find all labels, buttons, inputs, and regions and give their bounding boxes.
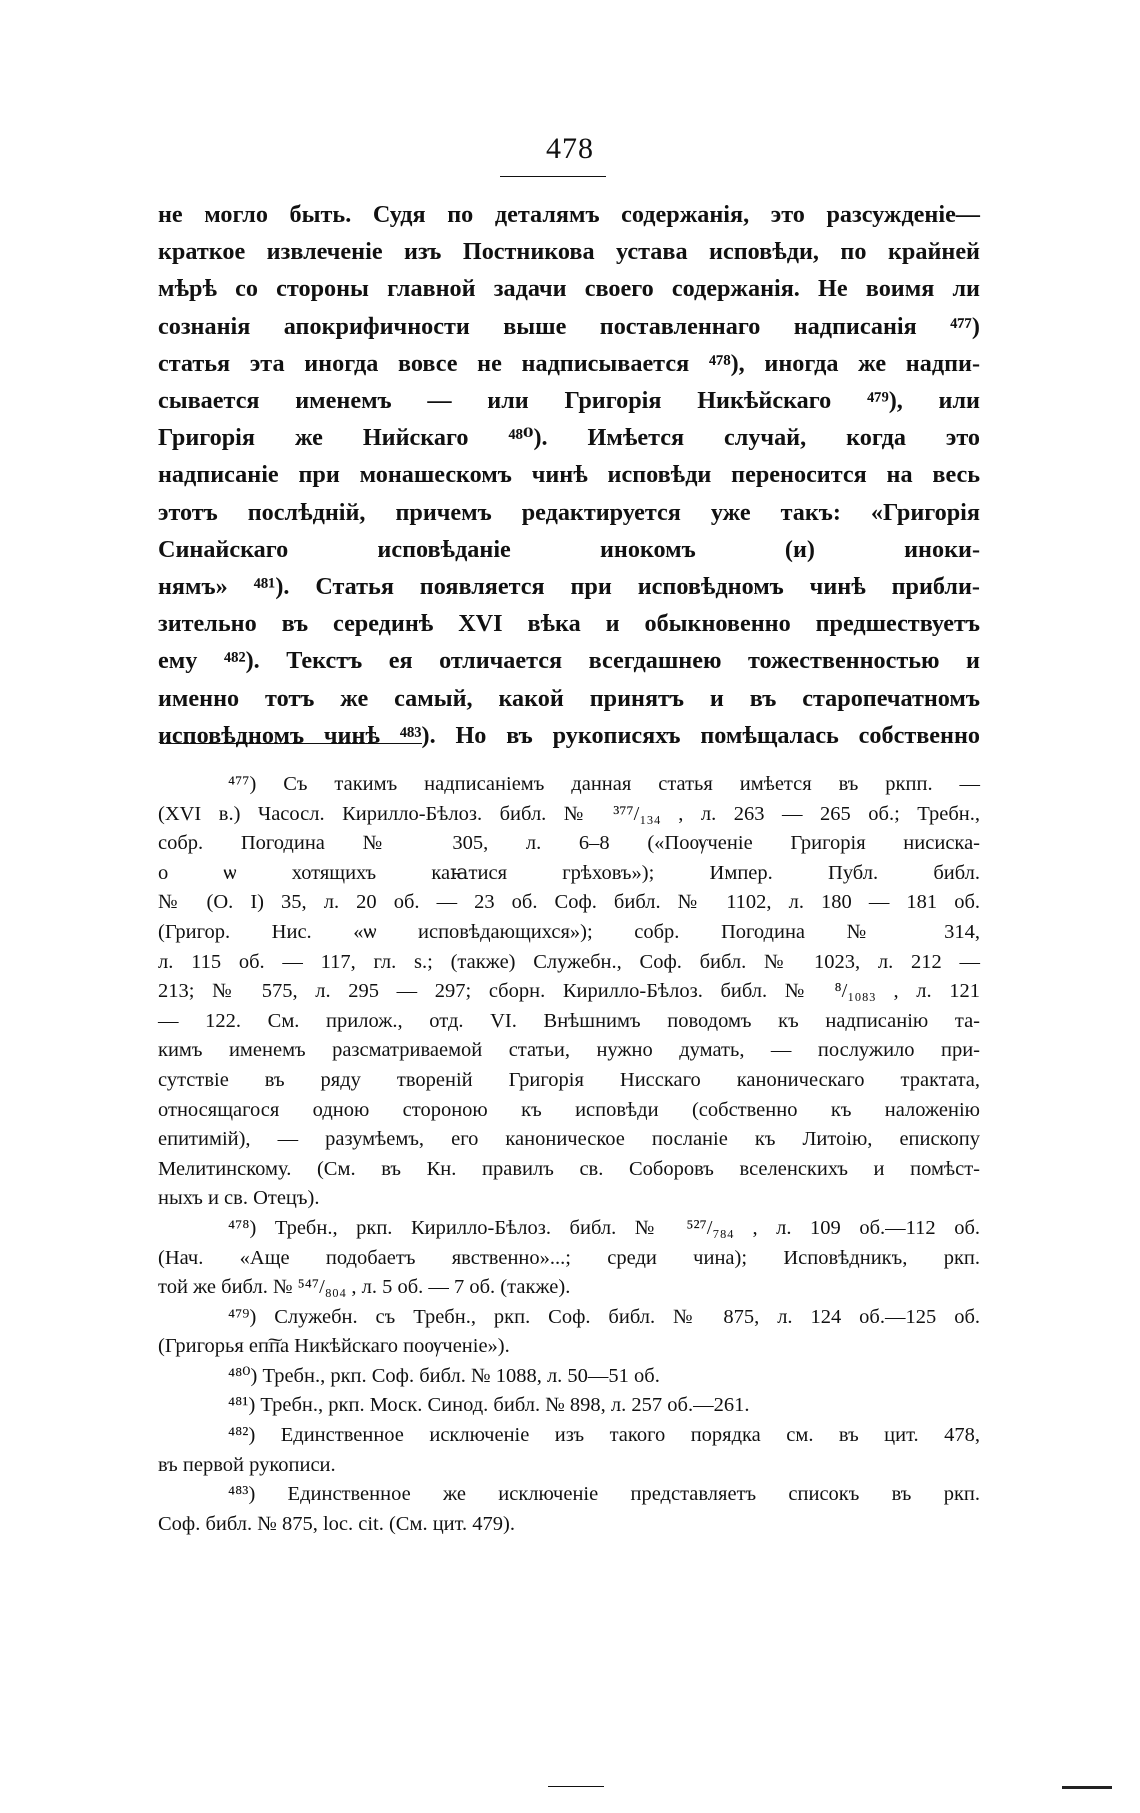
main-text-line: нямъ» ⁴⁸¹). Статья появляется при исповѣдномъ чинѣ прибли- [158, 573, 980, 601]
footnote-line: относящагося одною стороною къ исповѣди (собственно къ наложенію [158, 1098, 980, 1121]
footnote-line: сутствіе въ ряду твореній Григорія Нисскаго каноническаго трактата, [158, 1068, 980, 1091]
corner-mark [1062, 1786, 1112, 1789]
footnote-line: ⁴⁸²) Единственное исключеніе изъ такого порядка см. въ цит. 478, [228, 1424, 980, 1447]
footnote-line: л. 115 об. — 117, гл. ѕ.; (также) Служебн., Соф. библ. № 1023, л. 212 — [158, 950, 980, 973]
footnote-line: епитимій), — разумѣемъ, его каноническое посланіе къ Литоію, епископу [158, 1128, 980, 1151]
footnote-separator [160, 743, 422, 744]
main-text-line: ему ⁴⁸²). Текстъ ея отличается всегдашнею тожественностью и [158, 647, 980, 675]
footnote-line: о ѡ хотящихъ каꙗтися грѣховъ»); Импер. Публ. библ. [158, 861, 980, 884]
main-text-line: статья эта иногда вовсе не надписывается ⁴⁷⁸), иногда же надпи- [158, 349, 980, 377]
footnote-line: № (О. I) 35, л. 20 об. — 23 об. Соф. библ. № 1102, л. 180 — 181 об. [158, 891, 980, 914]
footnote-482 [158, 1421, 980, 1480]
page-number-underline [500, 176, 606, 177]
page-number: 478 [546, 132, 594, 165]
footnote-line: (Григорья еп͠па Никѣйскаго поѹченіе»). [158, 1335, 510, 1358]
main-text-line: исповѣдномъ чинѣ ⁴⁸³). Но въ рукописяхъ помѣщалась собственно [158, 721, 980, 749]
footnote-line: ⁴⁷⁹) Служебн. съ Требн., ркп. Соф. библ. № 875, л. 124 об.—125 об. [228, 1305, 980, 1328]
footnote-line: (XVI в.) Часосл. Кирилло-Бѣлоз. библ. № ³⁷⁷/₁₃₄ , л. 263 — 265 об.; Требн., [158, 802, 980, 825]
main-text-line: сывается именемъ — или Григорія Никѣйскаго ⁴⁷⁹), или [158, 387, 980, 415]
footnote-line: Мелитинскому. (См. въ Кн. правилъ св. Соборовъ вселенскихъ и помѣст- [158, 1157, 980, 1180]
footnote-line: (Нач. «Аще подобаетъ явственно»...; среди чина); Исповѣдникъ, ркп. [158, 1246, 980, 1269]
footnote-481 [158, 1391, 980, 1421]
main-text-line: сознанія апокрифичности выше поставленнаго надписанія ⁴⁷⁷) [158, 312, 980, 340]
main-text-line: именно тотъ же самый, какой принятъ и въ старопечатномъ [158, 684, 980, 712]
footnote-line: ⁴⁸¹) Требн., ркп. Моск. Синод. библ. № 898, л. 257 об.—261. [228, 1394, 750, 1417]
footnote-480 [158, 1362, 980, 1392]
bottom-rule [548, 1786, 604, 1787]
main-text-line: этотъ послѣдній, причемъ редактируется уже такъ: «Григорія [158, 498, 980, 526]
main-text-line: мѣрѣ со стороны главной задачи своего содержанія. Не воимя ли [158, 275, 980, 303]
footnote-479 [158, 1303, 980, 1362]
footnote-line: ⁴⁸⁰) Требн., ркп. Соф. библ. № 1088, л. 50—51 об. [228, 1364, 660, 1387]
footnote-line: собр. Погодина № 305, л. 6–8 («Поѹченіе Григорія нисиска- [158, 832, 980, 855]
footnote-line: въ первой рукописи. [158, 1453, 336, 1476]
main-text-line: надписаніе при монашескомъ чинѣ исповѣди переносится на весь [158, 461, 980, 489]
main-text-line: не могло быть. Судя по деталямъ содержанія, это разсужденіе— [158, 201, 980, 228]
footnote-line: 213; № 575, л. 295 — 297; сборн. Кирилло-Бѣлоз. библ. № ⁸/₁₀₈₃ , л. 121 [158, 980, 980, 1003]
footnote-line: ⁴⁸³) Единственное же исключеніе представляетъ списокъ въ ркп. [228, 1483, 980, 1506]
footnote-line: кимъ именемъ разсматриваемой статьи, нужно думать, — послужило при- [158, 1039, 980, 1062]
footnote-477 [158, 770, 980, 1214]
main-text-line: зительно въ серединѣ XVI вѣка и обыкновенно предшествуетъ [158, 610, 980, 638]
footnote-line: ныхъ и св. Отецъ). [158, 1187, 320, 1210]
footnote-line: ⁴⁷⁸) Требн., ркп. Кирилло-Бѣлоз. библ. № ⁵²⁷/₇₈₄ , л. 109 об.—112 об. [228, 1216, 980, 1239]
footnote-483 [158, 1480, 980, 1539]
footnote-478 [158, 1214, 980, 1303]
footnote-line: ⁴⁷⁷) Съ такимъ надписаніемъ данная статья имѣется въ ркпп. — [228, 773, 980, 795]
footnotes [158, 770, 980, 1539]
main-text-line: Григорія же Нийскаго ⁴⁸⁰). Имѣется случай, когда это [158, 424, 980, 452]
main-text [158, 196, 980, 754]
footnote-line: — 122. См. прилож., отд. VI. Внѣшнимъ поводомъ къ надписанію та- [158, 1009, 980, 1032]
main-text-line: Синайскаго исповѣданіе инокомъ (и) иноки- [158, 535, 980, 563]
footnote-line: Соф. библ. № 875, loc. cit. (См. цит. 479). [158, 1512, 516, 1535]
footnote-line: (Григор. Нис. «ѡ исповѣдающихся»); собр. Погодина № 314, [158, 920, 980, 943]
footnote-line: той же библ. № ⁵⁴⁷/₈₀₄ , л. 5 об. — 7 об. (также). [158, 1276, 571, 1299]
main-text-line: краткое извлеченіе изъ Постникова устава исповѣди, по крайней [158, 238, 980, 266]
